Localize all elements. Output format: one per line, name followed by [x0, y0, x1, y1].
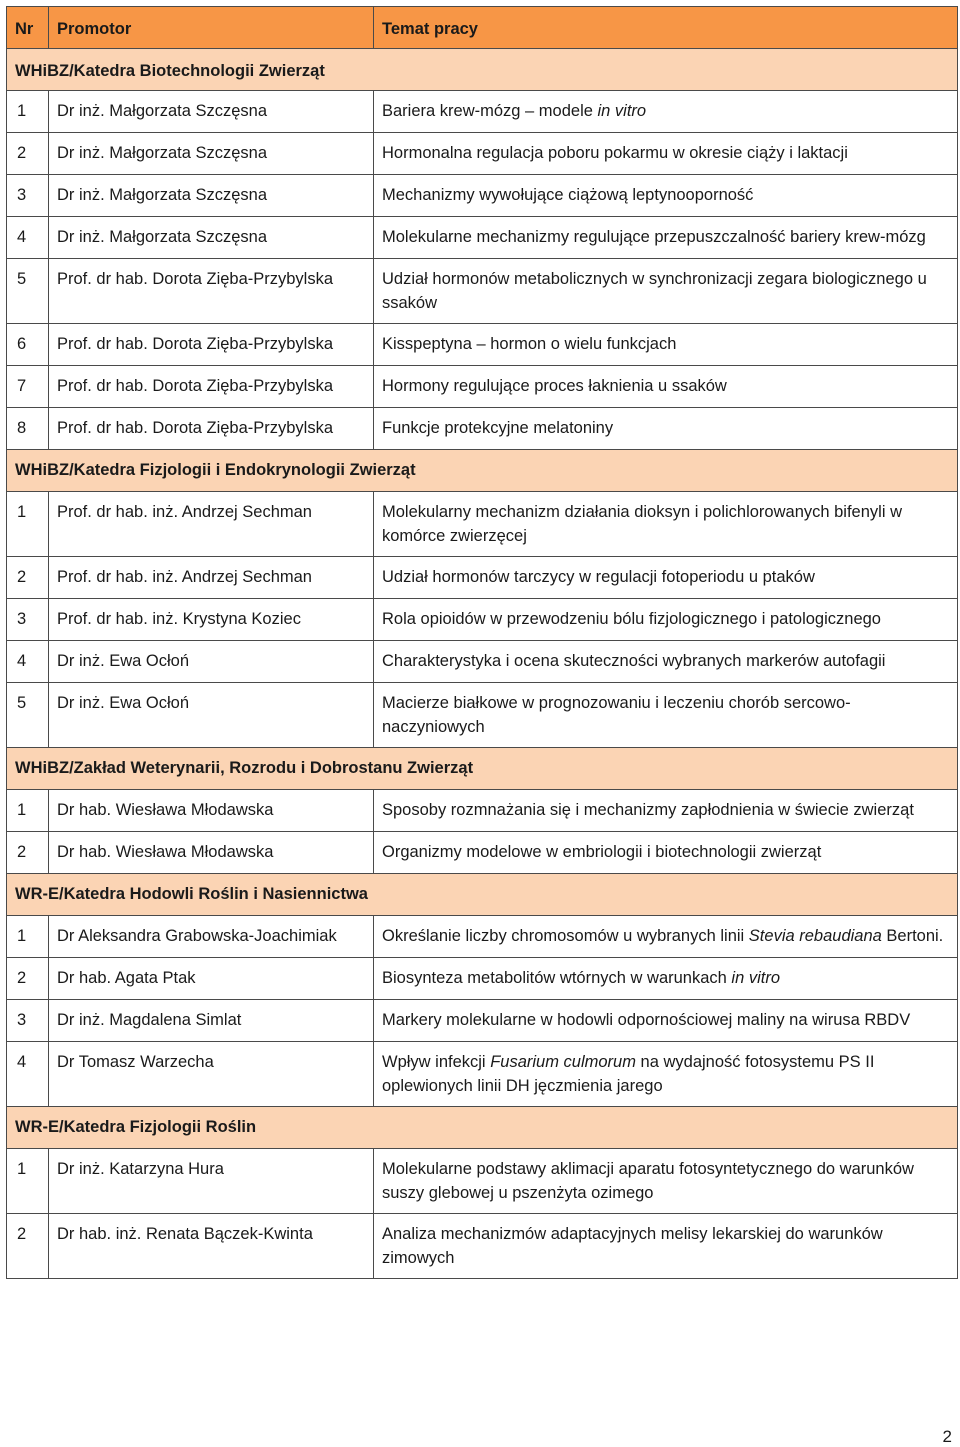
promotor-cell: Dr inż. Małgorzata Szczęsna: [49, 217, 374, 259]
promotor-cell: Prof. dr hab. Dorota Zięba-Przybylska: [49, 259, 374, 324]
promotor-cell: Dr Aleksandra Grabowska-Joachimiak: [49, 916, 374, 958]
header-nr: Nr: [7, 7, 49, 49]
topic-text: Analiza mechanizmów adaptacyjnych melisy lekarskiej do warunków zimowych: [382, 1225, 883, 1267]
table-row: [7, 259, 958, 324]
table-row: [7, 958, 958, 1000]
section-header-row: [7, 1107, 958, 1149]
promotor-cell: Dr inż. Małgorzata Szczęsna: [49, 133, 374, 175]
table-row: [7, 599, 958, 641]
row-number: 4: [7, 1042, 49, 1107]
header-topic: Temat pracy: [374, 7, 958, 49]
topic-text: Hormonalna regulacja poboru pokarmu w okresie ciąży i laktacji: [382, 144, 848, 162]
topic-cell: [374, 492, 958, 557]
row-number: 1: [7, 91, 49, 133]
topic-text: Sposoby rozmnażania się i mechanizmy zapłodnienia w świecie zwierząt: [382, 801, 914, 819]
row-number: 8: [7, 408, 49, 450]
topic-text: Organizmy modelowe w embriologii i biotechnologii zwierząt: [382, 843, 822, 861]
topic-text: Charakterystyka i ocena skuteczności wybranych markerów autofagii: [382, 652, 886, 670]
topic-text: Określanie liczby chromosomów u wybranych linii: [382, 927, 749, 945]
topic-cell: [374, 259, 958, 324]
table-row: [7, 832, 958, 874]
topic-cell: [374, 916, 958, 958]
section-header-row: [7, 450, 958, 492]
table-row: [7, 133, 958, 175]
table-row: [7, 1214, 958, 1279]
table-row: [7, 408, 958, 450]
topic-text: Wpływ infekcji: [382, 1053, 491, 1071]
table-row: [7, 790, 958, 832]
topic-cell: [374, 1149, 958, 1214]
topic-cell: [374, 175, 958, 217]
promotor-cell: Dr hab. Wiesława Młodawska: [49, 790, 374, 832]
table-row: [7, 366, 958, 408]
topic-text: Mechanizmy wywołujące ciążową leptynooporność: [382, 186, 754, 204]
topic-text-after: Bertoni.: [881, 927, 944, 945]
topic-text: Rola opioidów w przewodzeniu bólu fizjologicznego i patologicznego: [382, 610, 881, 628]
promotor-cell: Prof. dr hab. inż. Andrzej Sechman: [49, 492, 374, 557]
row-number: 3: [7, 599, 49, 641]
table-row: [7, 1042, 958, 1107]
table-row: [7, 217, 958, 259]
section-header-row: [7, 49, 958, 91]
row-number: 1: [7, 916, 49, 958]
topic-text: Udział hormonów metabolicznych w synchronizacji zegara biologicznego u ssaków: [382, 270, 927, 312]
topic-text: Molekularny mechanizm działania dioksyn i polichlorowanych bifenyli w komórce zwierzęcej: [382, 503, 902, 545]
table-row: [7, 1000, 958, 1042]
table-row: [7, 492, 958, 557]
topic-cell: [374, 832, 958, 874]
row-number: 1: [7, 492, 49, 557]
table-row: [7, 683, 958, 748]
row-number: 5: [7, 259, 49, 324]
table-row: [7, 175, 958, 217]
promotor-cell: Prof. dr hab. inż. Krystyna Koziec: [49, 599, 374, 641]
topic-text: Udział hormonów tarczycy w regulacji fotoperiodu u ptaków: [382, 568, 815, 586]
section-title: WR-E/Katedra Hodowli Roślin i Nasiennictwa: [7, 874, 958, 916]
promotor-cell: Dr inż. Małgorzata Szczęsna: [49, 175, 374, 217]
row-number: 2: [7, 1214, 49, 1279]
row-number: 4: [7, 641, 49, 683]
table-row: [7, 557, 958, 599]
topic-text: Biosynteza metabolitów wtórnych w warunkach: [382, 969, 732, 987]
topic-cell: [374, 1000, 958, 1042]
topic-text: Hormony regulujące proces łaknienia u ssaków: [382, 377, 727, 395]
row-number: 3: [7, 1000, 49, 1042]
section-header-row: [7, 748, 958, 790]
table-row: [7, 916, 958, 958]
topic-cell: [374, 790, 958, 832]
topic-cell: [374, 1214, 958, 1279]
row-number: 6: [7, 324, 49, 366]
topic-cell: [374, 683, 958, 748]
topic-text: Macierze białkowe w prognozowaniu i leczeniu chorób sercowo-naczyniowych: [382, 694, 851, 736]
promotor-cell: Dr inż. Magdalena Simlat: [49, 1000, 374, 1042]
table-row: [7, 641, 958, 683]
table-body: [7, 7, 958, 1279]
row-number: 1: [7, 790, 49, 832]
thesis-topics-table: [6, 6, 958, 1279]
topic-cell: [374, 408, 958, 450]
topic-cell: [374, 217, 958, 259]
topic-cell: [374, 641, 958, 683]
row-number: 5: [7, 683, 49, 748]
promotor-cell: Dr hab. inż. Renata Bączek-Kwinta: [49, 1214, 374, 1279]
promotor-cell: Dr inż. Ewa Ocłoń: [49, 683, 374, 748]
header-promotor: Promotor: [49, 7, 374, 49]
row-number: 2: [7, 133, 49, 175]
row-number: 1: [7, 1149, 49, 1214]
topic-cell: [374, 366, 958, 408]
promotor-cell: Dr inż. Ewa Ocłoń: [49, 641, 374, 683]
promotor-cell: Prof. dr hab. Dorota Zięba-Przybylska: [49, 366, 374, 408]
section-title: WHiBZ/Zakład Weterynarii, Rozrodu i Dobrostanu Zwierząt: [7, 748, 958, 790]
section-title: WHiBZ/Katedra Fizjologii i Endokrynologii Zwierząt: [7, 450, 958, 492]
promotor-cell: Dr Tomasz Warzecha: [49, 1042, 374, 1107]
table-row: [7, 1149, 958, 1214]
promotor-cell: Dr inż. Małgorzata Szczęsna: [49, 91, 374, 133]
topic-italic-text: in vitro: [731, 969, 781, 987]
topic-cell: [374, 91, 958, 133]
row-number: 4: [7, 217, 49, 259]
topic-cell: [374, 324, 958, 366]
promotor-cell: Dr hab. Agata Ptak: [49, 958, 374, 1000]
table-row: [7, 324, 958, 366]
row-number: 2: [7, 958, 49, 1000]
topic-text-after: na wydajność fotosystemu PS II oplewionych linii DH jęczmienia jarego: [382, 1053, 875, 1095]
section-title: WR-E/Katedra Fizjologii Roślin: [7, 1107, 958, 1149]
table-header-row: [7, 7, 958, 49]
row-number: 7: [7, 366, 49, 408]
topic-italic-text: Fusarium culmorum: [490, 1053, 636, 1071]
topic-italic-text: in vitro: [597, 102, 647, 120]
promotor-cell: Dr hab. Wiesława Młodawska: [49, 832, 374, 874]
section-header-row: [7, 874, 958, 916]
promotor-cell: Dr inż. Katarzyna Hura: [49, 1149, 374, 1214]
topic-italic-text: Stevia rebaudiana: [748, 927, 882, 945]
promotor-cell: Prof. dr hab. Dorota Zięba-Przybylska: [49, 408, 374, 450]
promotor-cell: Prof. dr hab. inż. Andrzej Sechman: [49, 557, 374, 599]
row-number: 3: [7, 175, 49, 217]
table-row: [7, 91, 958, 133]
page-number: 2: [942, 1427, 952, 1446]
section-title: WHiBZ/Katedra Biotechnologii Zwierząt: [7, 49, 958, 91]
topic-text: Kisspeptyna – hormon o wielu funkcjach: [382, 335, 677, 353]
topic-text: Bariera krew-mózg – modele: [382, 102, 598, 120]
topic-text: Molekularne podstawy aklimacji aparatu fotosyntetycznego do warunków suszy glebowej u pszenżyta ozimego: [382, 1160, 914, 1202]
promotor-cell: Prof. dr hab. Dorota Zięba-Przybylska: [49, 324, 374, 366]
topic-text: Markery molekularne w hodowli odpornościowej maliny na wirusa RBDV: [382, 1011, 911, 1029]
row-number: 2: [7, 832, 49, 874]
row-number: 2: [7, 557, 49, 599]
topic-cell: [374, 599, 958, 641]
topic-cell: [374, 1042, 958, 1107]
topic-text: Funkcje protekcyjne melatoniny: [382, 419, 614, 437]
topic-cell: [374, 958, 958, 1000]
topic-text: Molekularne mechanizmy regulujące przepuszczalność bariery krew-mózg: [382, 228, 926, 246]
topic-cell: [374, 133, 958, 175]
topic-cell: [374, 557, 958, 599]
